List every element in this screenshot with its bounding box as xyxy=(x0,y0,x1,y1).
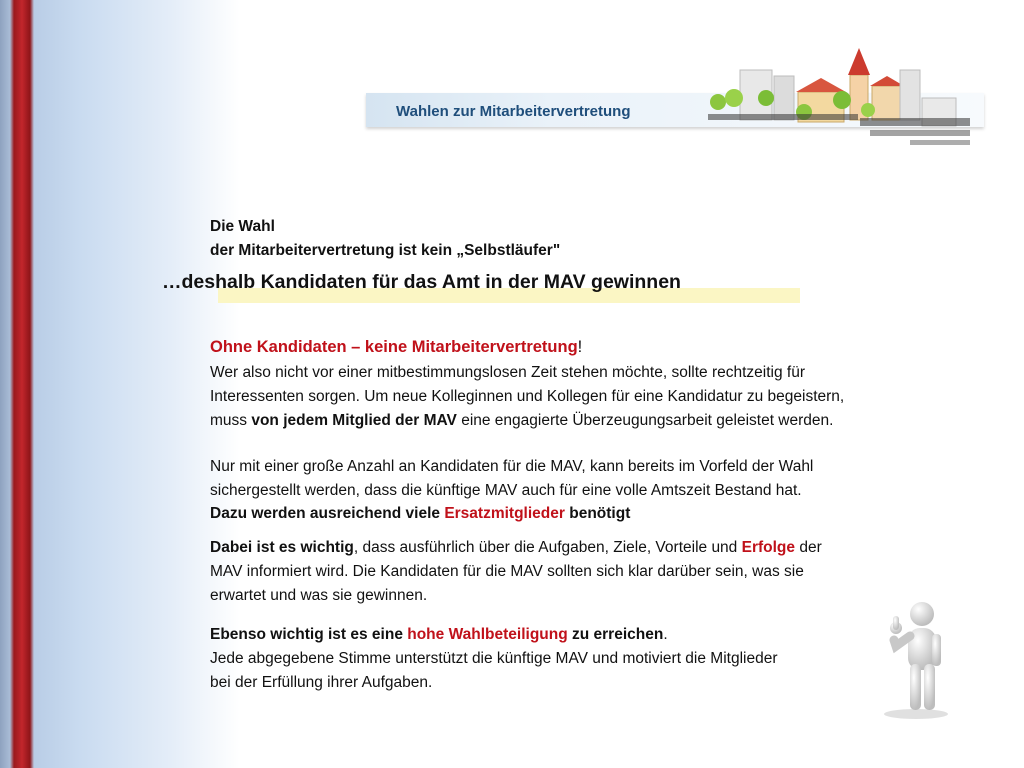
p1-line-3-pre: muss xyxy=(210,412,252,429)
p1-line-3-bold: von jedem Mitglied der MAV xyxy=(251,412,457,429)
p1-line-3 xyxy=(210,409,833,432)
p1-title xyxy=(210,336,582,359)
p3-line-1 xyxy=(210,536,822,559)
p4-line-1-red: hohe Wahlbeteiligung xyxy=(407,626,568,643)
p4-line-3: bei der Erfüllung ihrer Aufgaben. xyxy=(210,674,433,691)
p3-line-1-end: der xyxy=(795,539,822,556)
p2-line-1: Nur mit einer große Anzahl an Kandidaten für die MAV, kann bereits im Vorfeld der Wahl xyxy=(210,458,814,475)
p2-line-3-red: Ersatzmitglieder xyxy=(444,505,565,522)
p1-title-red: Ohne Kandidaten – keine Mitarbeitervertretung xyxy=(210,338,578,356)
p3-line-1-bold: Dabei ist es wichtig xyxy=(210,539,354,556)
headline: …deshalb Kandidaten für das Amt in der MAV gewinnen xyxy=(162,271,681,293)
p2-line-3-post: benötigt xyxy=(564,505,631,522)
p3-line-1-mid: , dass ausführlich über die Aufgaben, Ziele, Vorteile und xyxy=(353,539,742,556)
p1-title-end: ! xyxy=(577,338,583,356)
p4-line-1-post: zu erreichen xyxy=(567,626,664,643)
p3-line-1-red: Erfolge xyxy=(741,539,796,556)
intro-line-1: Die Wahl xyxy=(210,218,275,235)
p4-line-1 xyxy=(210,623,668,646)
p1-line-1: Wer also nicht vor einer mitbestimmungslosen Zeit stehen möchte, sollte rechtzeitig für xyxy=(210,364,805,381)
p1-line-2: Interessenten sorgen. Um neue Kolleginnen und Kollegen für eine Kandidatur zu begeistern, xyxy=(210,388,845,405)
p1-line-3-post: eine engagierte Überzeugungsarbeit geleistet werden. xyxy=(456,412,834,429)
intro-line-2: der Mitarbeitervertretung ist kein „Selbstläufer" xyxy=(210,242,561,259)
p4-line-1-pre: Ebenso wichtig ist es eine xyxy=(210,626,408,643)
p3-line-3: erwartet und was sie gewinnen. xyxy=(210,587,428,604)
p4-line-2: Jede abgegebene Stimme unterstützt die künftige MAV und motiviert die Mitglieder xyxy=(210,650,778,667)
p2-line-3-pre: Dazu werden ausreichend viele xyxy=(210,505,445,522)
banner-title: Wahlen zur Mitarbeitervertretung xyxy=(396,103,631,120)
p2-line-2: sichergestellt werden, dass die künftige MAV auch für eine volle Amtszeit Bestand hat. xyxy=(210,482,802,499)
thumbs-up-figure-icon xyxy=(870,600,966,720)
p2-line-3 xyxy=(210,502,630,525)
p4-line-1-end: . xyxy=(663,626,668,643)
p3-line-2: MAV informiert wird. Die Kandidaten für die MAV sollten sich klar darüber sein, was sie xyxy=(210,563,804,580)
